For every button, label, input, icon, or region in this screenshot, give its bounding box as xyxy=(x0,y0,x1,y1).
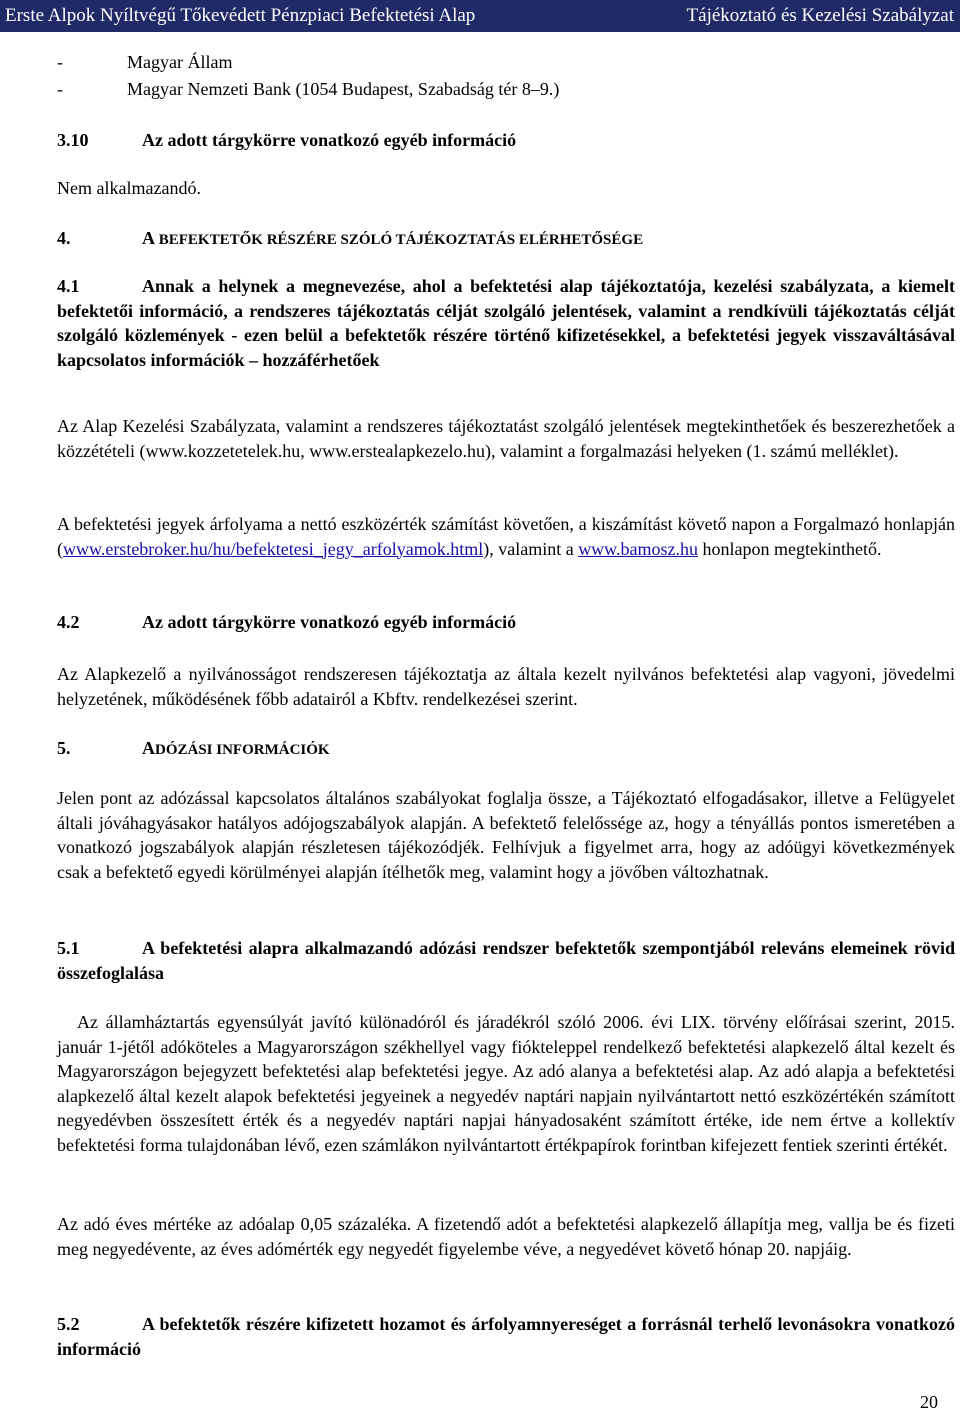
list-item: - Magyar Állam xyxy=(57,50,232,75)
section-5-1-paragraph-1: Az államháztartás egyensúlyát javító különadóról és járadékról szóló 2006. évi LIX. törvény előírásai szerint, 2015. január 1-jétől adóköteles a Magyarországon székhellyel vagy fiókteleppel rendelkező befektetési alapkezelő által kezelt és Magyarországon bejegyzett befektetési alap befektetési jegye. Az adó alanya a befektetési alap. Az adó alapja a befektetési alapkezelő által kezelt alapok befektetési jegyeinek a negyedév naptári napjain nyilvántartott nettó eszközértékén számított negyedévben összesített érték és a negyedév naptári napjai hányadosaként számított értéke, ide nem értve a kollektív befektetési forma tulajdonában lévő, ezen számlákon nyilvántartott értékpapírok forintban kifejezett fentiek szerinti értékét. xyxy=(57,1012,955,1155)
header-fund-name: Erste Alpok Nyíltvégű Tőkevédett Pénzpiaci Befektetési Alap xyxy=(5,5,476,26)
list-item-text: Magyar Nemzeti Bank (1054 Budapest, Szabadság tér 8–9.) xyxy=(127,79,560,99)
header-document-title: Tájékoztató és Kezelési Szabályzat xyxy=(686,5,954,26)
section-4-1-heading: 4.1 Annak a helynek a megnevezése, ahol a befektetési alap tájékoztatója, kezelési szabályzata, a kiemelt befektetői információ, a rendszeres tájékoztatás célját szolgáló jelentések, valamint a rendkívüli tájékoztatás célját szolgáló közlemények - ezen belül a befektetők részére történő kifizetésekkel, a befektetési jegyek visszaváltásával kapcsolatos információk – hozzáférhetőek xyxy=(57,276,955,370)
section-4-1-paragraph-1: Az Alap Kezelési Szabályzata, valamint a rendszeres tájékoztatást szolgáló jelentések megtekinthetőek és beszerezhetőek a közzétételi (www.kozzetetelek.hu, www.erstealapkezelo.hu), valamint a forgalmazási helyeken (1. számú melléklet). xyxy=(57,416,955,461)
section-5-2-heading: 5.2 A befektetők részére kifizetett hozamot és árfolyamnyereséget a forrásnál terhelő levonásokra vonatkozó információ xyxy=(57,1314,955,1359)
erstebroker-link[interactable]: www.erstebroker.hu/hu/befektetesi_jegy_arfolyamok.html xyxy=(63,538,484,559)
section-4-1-paragraph-2: A befektetési jegyek árfolyama a nettó eszközérték számítást követően, a kiszámítást követő napon a Forgalmazó honlapján (www.erstebroker.hu/hu/befektetesi_jegy_arfolyamok.html), valamint a www.bamosz.hu honlapon megtekinthető. xyxy=(57,514,955,559)
section-5-body: Jelen pont az adózással kapcsolatos általános szabályokat foglalja össze, a Tájékoztató elfogadásakor, illetve a Felügyelet általi jóváhagyásakor hatályos adójogszabályok alapján. A befektető felelőssége az, hogy a tényállás pontos ismeretében a vonatkozó jogszabályok alapján részletesen tájékozódjék. Felhívjuk a figyelmet arra, hogy az adóügyi következmények csak a befektető egyedi körülményei alapján ítélhetők meg, valamint hogy a jövőben változhatnak. xyxy=(57,788,955,882)
running-header xyxy=(0,0,960,32)
section-3-10-heading: 3.10 Az adott tárgykörre vonatkozó egyéb információ xyxy=(57,130,517,150)
section-4-heading: 4. A BEFEKTETŐK RÉSZÉRE SZÓLÓ TÁJÉKOZTATÁS ELÉRHETŐSÉGE xyxy=(57,228,644,248)
list-item-text: Magyar Állam xyxy=(127,52,233,72)
section-4-2-heading: 4.2 Az adott tárgykörre vonatkozó egyéb információ xyxy=(57,612,517,632)
section-5-1-heading: 5.1 A befektetési alapra alkalmazandó adózási rendszer befektetők szempontjából releváns elemeinek rövid összefoglalása xyxy=(57,938,955,983)
section-5-1-paragraph-2: Az adó éves mértéke az adóalap 0,05 százaléka. A fizetendő adót a befektetési alapkezelő állapítja meg, vallja be és fizeti meg negyedévente, az éves adómérték egy negyedét figyelembe véve, a negyedévet követő hónap 20. napjáig. xyxy=(57,1214,955,1259)
section-3-10-body: Nem alkalmazandó. xyxy=(57,178,201,198)
list-item: - Magyar Nemzeti Bank (1054 Budapest, Szabadság tér 8–9.) xyxy=(57,77,559,102)
bamosz-link[interactable]: www.bamosz.hu xyxy=(578,538,698,559)
page-number: 20 xyxy=(920,1392,938,1412)
section-5-heading: 5. ADÓZÁSI INFORMÁCIÓK xyxy=(57,738,330,758)
section-4-2-body: Az Alapkezelő a nyilvánosságot rendszeresen tájékoztatja az általa kezelt nyilvános befektetési alap vagyoni, jövedelmi helyzetének, működésének főbb adatairól a Kbftv. rendelkezései szerint. xyxy=(57,664,955,709)
